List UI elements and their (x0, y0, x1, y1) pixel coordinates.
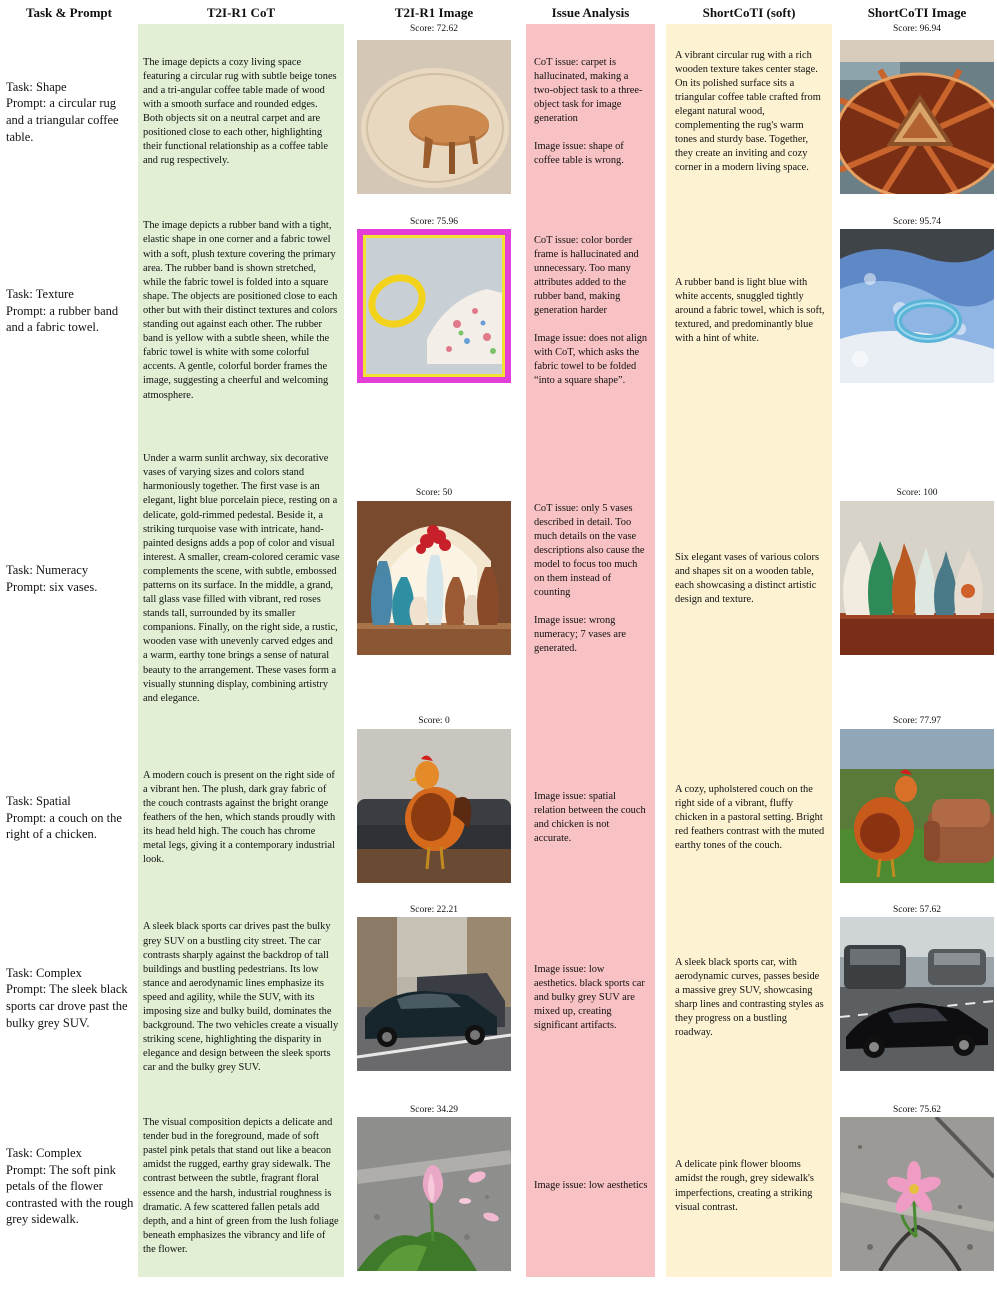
shortcoti-text: A cozy, upholstered couch on the right side of a vibrant, fluffy chicken in a pastoral setting. Bright red feathers contrast with the muted earthy tones of the couch. (675, 783, 825, 852)
issue-text: Image issue: does not align with CoT, which asks the fabric towel to be folded “into a square shape”. (534, 333, 648, 387)
table-row (0, 716, 997, 900)
header-t2i-image: T2I-R1 Image (394, 5, 474, 20)
t2i-score: Score: 22.21 (409, 905, 459, 915)
t2i-cot-text: The visual composition depicts a delicate and tender bud in the foreground, made of soft pastel pink petals that stand out like a beacon amidst the rugged, earthy gray sidewalk. The contrast between the subtle, fragrant floral essence and the harsh, industrial roughness is dramatic. A few scattered fallen petals add depth, and a hint of green from the lush foliage beneath emphasizes the vibrancy and life of the flower. (143, 1117, 339, 1255)
shortcoti-image (840, 229, 994, 383)
issue-text: Image issue: low aesthetics (534, 1180, 648, 1192)
t2i-image (357, 501, 511, 655)
shortcoti-image (840, 40, 994, 194)
issue-text: CoT issue: color border frame is hallucinated and unnecessary. Too many attributes added to the rubber band, making generation harder (534, 234, 639, 316)
t2i-image (357, 229, 511, 383)
issue-text: CoT issue: carpet is hallucinated, making a two-object task to a three-object task for image generation (534, 56, 643, 125)
t2i-score: Score: 34.29 (409, 1105, 459, 1115)
issue-text: Image issue: wrong numeracy; 7 vases are generated. (534, 615, 627, 655)
shortcoti-score: Score: 100 (896, 488, 938, 498)
issue-text: Image issue: low aesthetics. black sports car and bulky grey SUV are mixed up, creating significant artifacts. (534, 963, 645, 1032)
shortcoti-score: Score: 95.74 (892, 217, 942, 227)
task-label: Task: Spatial (6, 794, 71, 809)
shortcoti-image (840, 917, 994, 1071)
t2i-image (357, 1117, 511, 1271)
task-label: Task: Numeracy (6, 563, 89, 578)
shortcoti-text: Six elegant vases of various colors and shapes sit on a wooden table, each showcasing a distinct artistic design and texture. (675, 551, 819, 606)
shortcoti-score: Score: 57.62 (892, 905, 942, 915)
t2i-cot-text: A modern couch is present on the right side of a vibrant hen. The plush, dark gray fabric of the couch contrasts against the bright orange feathers of the hen, which stands proudly with its head held high. The couch has chrome metal legs, giving it a contemporary industrial look. (143, 769, 336, 866)
t2i-score: Score: 0 (418, 716, 450, 726)
t2i-image (357, 40, 511, 194)
prompt-text: Prompt: a rubber band and a fabric towel. (6, 303, 119, 335)
issue-text: Image issue: shape of coffee table is wrong. (534, 141, 624, 167)
task-label: Task: Texture (6, 287, 74, 302)
shortcoti-score: Score: 77.97 (892, 716, 942, 726)
shortcoti-score: Score: 96.94 (892, 24, 942, 34)
header-issue-analysis: Issue Analysis (551, 5, 630, 20)
shortcoti-text: A delicate pink flower blooms amidst the rough, grey sidewalk's imperfections, creating a striking visual contrast. (675, 1159, 814, 1213)
prompt-text: Prompt: a couch on the right of a chicken. (6, 810, 122, 842)
header-t2i-cot: T2I-R1 CoT (206, 5, 276, 20)
t2i-cot-text: The image depicts a cozy living space featuring a circular rug with subtle beige tones and a tri-angular coffee table made of wood with a smooth surface and rounded edges. Both objects sit on a neutral carpet and are positioned close to each other, highlighting their functional relationship as a coffee table and rug respectively. (143, 56, 337, 167)
shortcoti-image (840, 729, 994, 883)
shortcoti-score: Score: 75.62 (892, 1105, 942, 1115)
t2i-image (357, 729, 511, 883)
t2i-cot-text: Under a warm sunlit archway, six decorative vases of varying sizes and colors stand harmoniously together. The first vase is an elegant, light blue porcelain piece, resting on a delicate, gold-rimmed pedestal. Beside it, a striking turquoise vase with intricate, hand-painted designs adds a pop of color and visual interest. A smaller, cream-colored ceramic vase complements the scene, with subtle, embossed patterns on its surface. In the middle, a grand, tall glass vase filled with vibrant, red roses stands tall, surrounded by its smaller companions. Finally, on the right side, a rustic, wooden vase with unevenly carved edges and a warm, earthy tone brings a sense of natural beauty to the arrangement. These vases form a visually stunning display, combining artistry and elegance. (143, 453, 340, 704)
t2i-image (357, 917, 511, 1071)
prompt-text: Prompt: The sleek black sports car drove past the bulky grey SUV. (6, 982, 128, 1030)
task-label: Task: Complex (6, 965, 82, 980)
table-row (0, 200, 997, 422)
table-row (0, 900, 997, 1096)
task-label: Task: Complex (6, 1146, 82, 1161)
issue-text: Image issue: spatial relation between the couch and chicken is not accurate. (534, 790, 646, 845)
shortcoti-text: A vibrant circular rug with a rich wooden texture takes center stage. On its polished surface sits a triangular coffee table crafted from elegant natural wood, complementing the rug's warm tones and sturdy base. Together, they create an inviting and cozy corner in a modern living space. (675, 49, 821, 174)
task-label: Task: Shape (6, 79, 67, 94)
prompt-text: Prompt: a circular rug and a triangular coffee table. (6, 96, 119, 144)
t2i-score: Score: 75.96 (409, 217, 459, 227)
shortcoti-text: A sleek black sports car, with aerodynamic curves, passes beside a massive grey SUV, showcasing sharp lines and contrasting styles as they progress on a bustling roadway. (675, 956, 824, 1039)
header-shortcoti-image: ShortCoTI Image (867, 5, 967, 20)
prompt-text: Prompt: six vases. (6, 580, 98, 594)
table-row (0, 24, 997, 200)
header-shortcoti-soft: ShortCoTI (soft) (702, 5, 796, 20)
t2i-score: Score: 50 (415, 488, 453, 498)
shortcoti-text: A rubber band is light blue with white accents, snuggled tightly around a fabric towel, which is soft, textured, and predominantly blue with a hint of white. (675, 276, 825, 345)
table-row (0, 1096, 997, 1277)
t2i-cot-text: A sleek black sports car drives past the bulky grey SUV on a bustling city street. The car contrasts sharply against the backdrop of tall buildings and bustling pedestrians. Its low stance and aerodynamic lines emphasize its speed and agility, while the SUV, with its imposing size and bulky build, dominates the background. The two vehicles create a visually striking scene, highlighting the disparity in elegance and design between the sleek sports car and the bulky grey SUV. (143, 921, 339, 1074)
header-task-prompt: Task & Prompt (26, 5, 112, 20)
shortcoti-image (840, 1117, 994, 1271)
issue-text: CoT issue: only 5 vases described in detail. Too much details on the vase descriptions also cause the model to focus too much on them instead of counting (534, 502, 645, 599)
table-row (0, 422, 997, 736)
prompt-text: Prompt: The soft pink petals of the flower contrasted with the rough grey sidewalk. (6, 1162, 134, 1227)
t2i-cot-text: The image depicts a rubber band with a tight, elastic shape in one corner and a fabric towel with a soft, plush texture covering the primary area. The rubber band is shown stretched, while the fabric towel is folded into a square shape. The objects are positioned close to each other but with their distinct textures and colors standing out against each other. The rubber band is yellow with a subtle sheen, while the fabric towel is white with some colorful accents. A gentle, colorful border frames the image, suggesting a cheerful and welcoming atmosphere. (143, 220, 338, 401)
shortcoti-image (840, 501, 994, 655)
t2i-score: Score: 72.62 (409, 24, 459, 34)
